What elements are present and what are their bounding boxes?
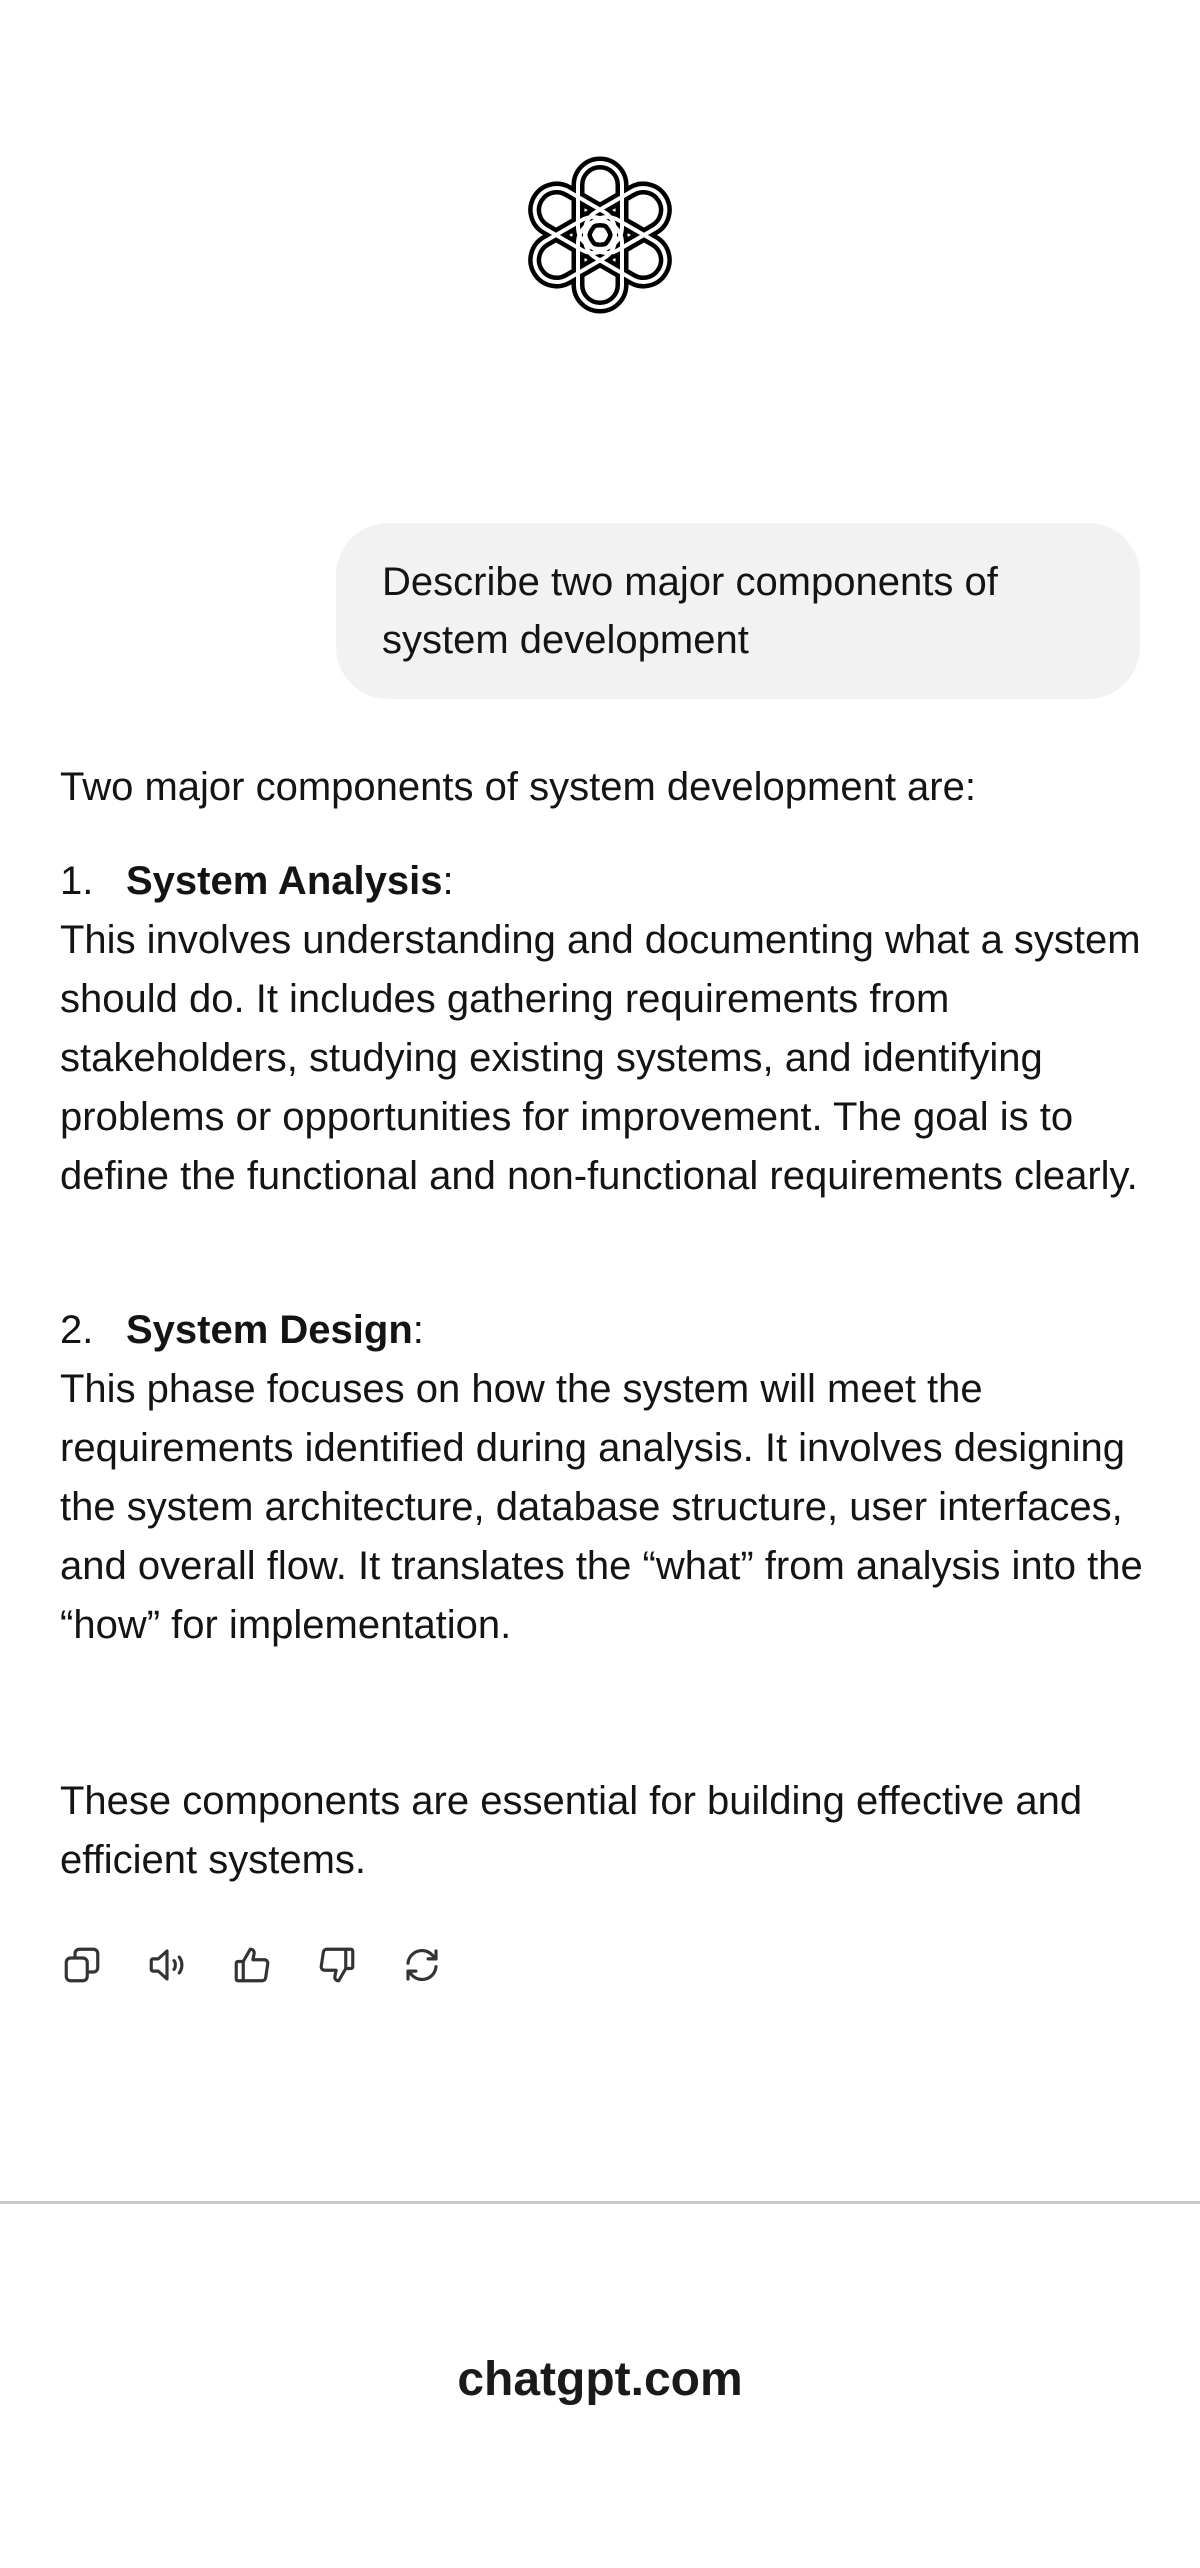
copy-icon bbox=[61, 1944, 103, 1986]
list-item-number: 2. bbox=[60, 1308, 94, 1352]
list-item-title: System Analysis bbox=[126, 859, 443, 903]
list-item-title-suffix: : bbox=[442, 859, 454, 903]
thumbs-up-icon bbox=[231, 1944, 273, 1986]
list-item-body: This phase focuses on how the system will meet the requirements identified during analysis. It involves designing the system architecture, database structure, user interfaces, and overall flow. It translates the “what” from analysis into the “how” for implementation. bbox=[60, 1367, 1143, 1647]
copy-button[interactable] bbox=[60, 1943, 104, 1987]
list-item-heading bbox=[60, 1301, 424, 1360]
assistant-conclusion: These components are essential for building effective and efficient systems. bbox=[60, 1779, 1083, 1882]
openai-logo-icon bbox=[510, 145, 690, 325]
user-message-bubble bbox=[336, 523, 1140, 699]
read-aloud-icon bbox=[146, 1944, 188, 1986]
list-item-number: 1. bbox=[60, 859, 94, 903]
list-item-body: This involves understanding and documenting what a system should do. It includes gathering requirements from stakeholders, studying existing systems, and identifying problems or opportunities for improvement. The goal is to define the functional and non-functional requirements clearly. bbox=[60, 918, 1141, 1198]
list-item-heading bbox=[60, 852, 454, 911]
message-actions bbox=[60, 1940, 485, 1990]
user-message-text: Describe two major components of system development bbox=[382, 560, 998, 662]
assistant-intro: Two major components of system development are: bbox=[60, 765, 976, 809]
thumbs-down-icon bbox=[316, 1944, 358, 1986]
site-domain: chatgpt.com bbox=[457, 2353, 743, 2406]
list-item-title: System Design bbox=[126, 1308, 413, 1352]
read-aloud-button[interactable] bbox=[145, 1943, 189, 1987]
thumbs-up-button[interactable] bbox=[230, 1943, 274, 1987]
regenerate-button[interactable] bbox=[400, 1943, 444, 1987]
regenerate-icon bbox=[401, 1944, 443, 1986]
footer-divider bbox=[0, 2201, 1200, 2204]
list-item-title-suffix: : bbox=[412, 1308, 424, 1352]
thumbs-down-button[interactable] bbox=[315, 1943, 359, 1987]
